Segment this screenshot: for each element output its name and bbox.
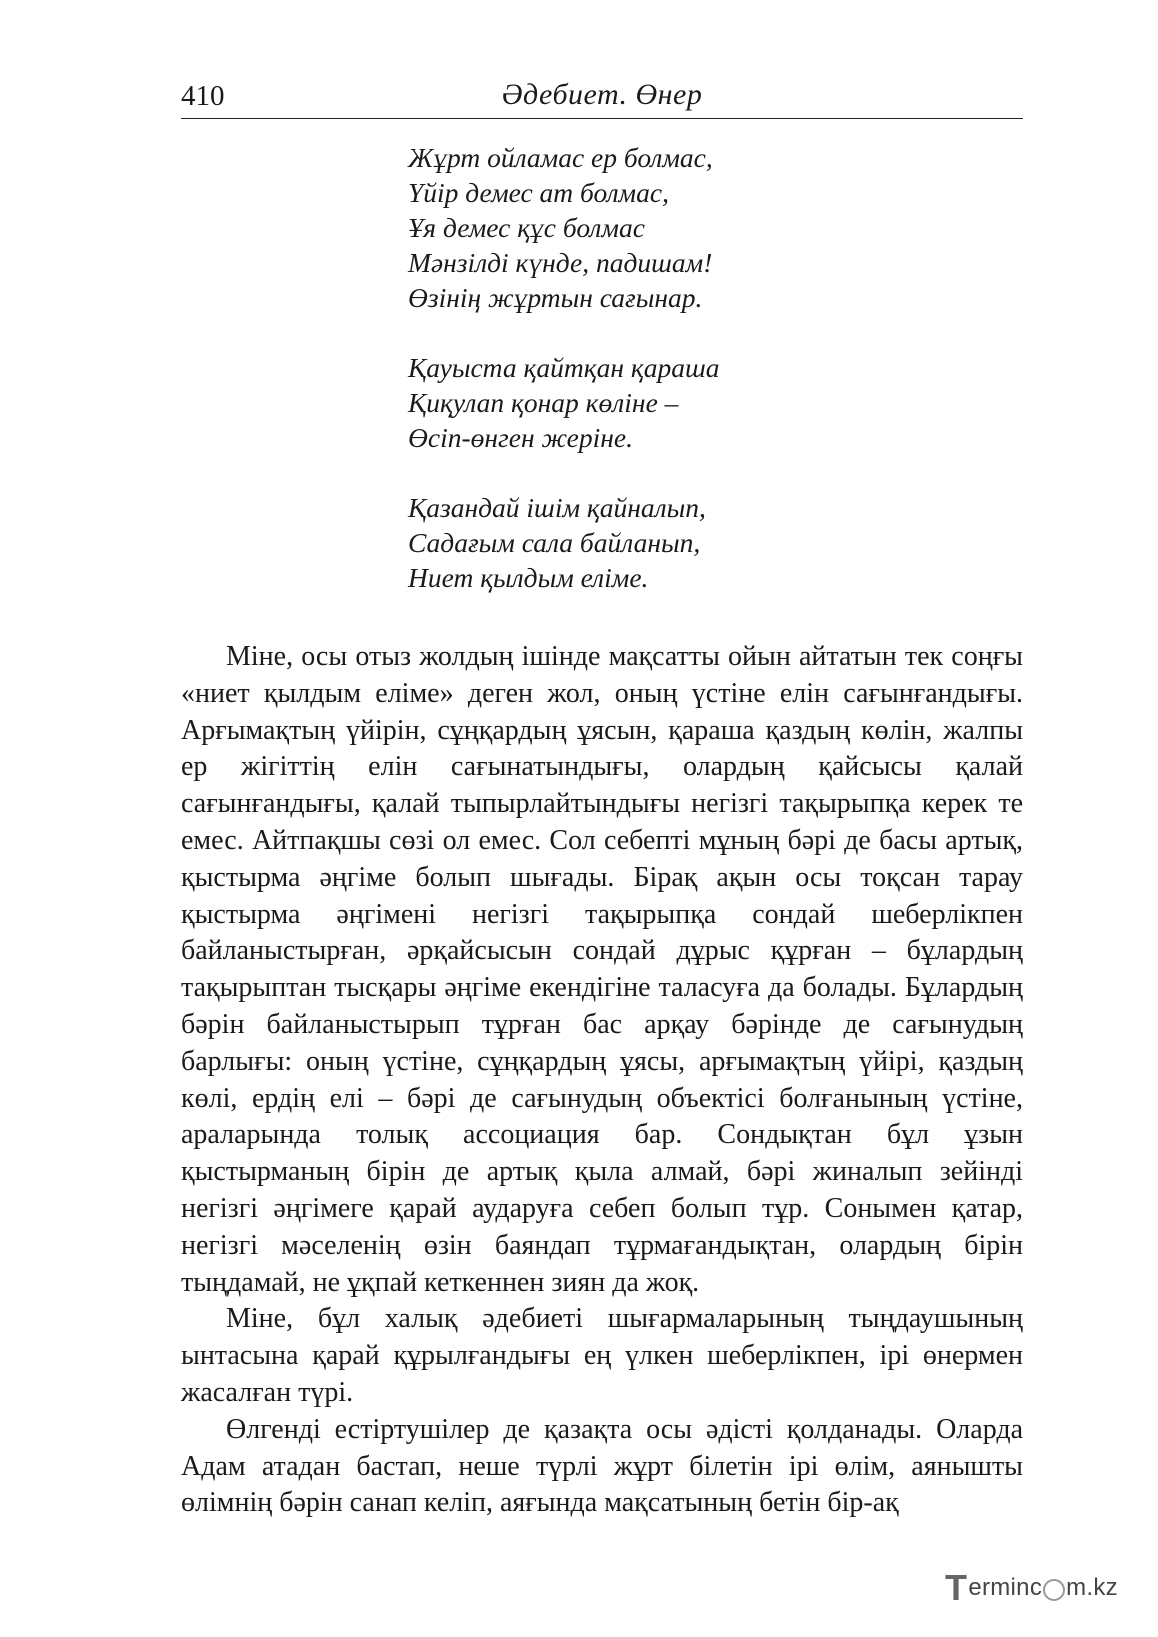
poem-stanza bbox=[408, 140, 719, 315]
paragraph: Өлгенді естіртушілер де қазақта осы әдісті қолданады. Оларда Адам атадан бастап, неше түрлі жұрт білетін ірі өлім, аянышты өлімнің бәрін санап келіп, аяғында мақсатының бетін бір-ақ bbox=[181, 1413, 1023, 1519]
poem-line: Садағым сала байланып, bbox=[408, 527, 701, 558]
poem-line: Қиқулап қонар көліне – bbox=[408, 387, 679, 418]
poem-stanza bbox=[408, 490, 719, 595]
page-header bbox=[181, 78, 1023, 119]
poem-line: Үйір демес ат болмас, bbox=[408, 177, 669, 208]
page-number: 410 bbox=[181, 80, 225, 112]
watermark-logo bbox=[945, 1567, 1118, 1609]
watermark-o-icon bbox=[1043, 1579, 1065, 1601]
poem-line: Өзінің жұртын сағынар. bbox=[408, 282, 703, 313]
poem-line: Ұя демес құс болмас bbox=[408, 212, 645, 243]
paragraph: Міне, бұл халық әдебиеті шығармаларының тыңдаушының ынтасына қарай құрылғандығы ең үлкен шеберлікпен, ірі өнермен жасалған түрі. bbox=[181, 1303, 1023, 1408]
poem-line: Жұрт ойламас ер болмас, bbox=[408, 142, 713, 173]
paragraph: Міне, осы отыз жолдың ішінде мақсатты ойын айтатын тек соңғы «ниет қылдым еліме» деген жол, оның үстіне елін сағынғандығы. Арғымақтың үйірін, сұңқардың ұясын, қараша қаздың көлін, жалпы ер жігіттің елін сағынатындығы, олардың қайсысы қалай сағынғандығы, қалай тыпырлайтындығы негізгі тақырыпқа керек те емес. Айтпақшы сөзі ол емес. Сол себепті мұның бәрі де басы артық, қыстырма әңгіме болып шығады. Бірақ ақын осы тоқсан тарау қыстырма әңгімені негізгі тақырыпқа сондай шеберлікпен байланыстырған, әрқайсысын сондай дұрыс құрған – бұлардың тақырыптан тысқары әңгіме екендігіне таласуға да болады. Бұлардың бәрін байланыстырып тұрған бас арқау бәрінде де сағынудың барлығы: оның үстіне, сұңқардың ұясы, арғымақтың үйірі, қаздың көлі, ердің елі – бәрі де сағынудың объектісі болғанының үстіне, араларында толық ассоциация бар. Сондықтан бұл ұзын қыстырманың бірін де артық қыла алмай, бәрі жиналып зейінді негізгі әңгімеге қарай аударуға себеп болып тұр. Сонымен қатар, негізгі мәселенің өзін баяндап тұрмағандықтан, олардың бірін тыңдамай, не ұқпай кеткеннен зиян да жоқ. bbox=[181, 641, 1023, 1298]
poem-line: Өсіп-өнген жеріне. bbox=[408, 422, 633, 453]
running-title: Әдебиет. Өнер bbox=[501, 78, 703, 111]
poem-line: Ниет қылдым еліме. bbox=[408, 562, 649, 593]
poem bbox=[408, 140, 719, 630]
poem-line: Мәнзілді күнде, падишам! bbox=[408, 247, 713, 278]
watermark-text-part1: erminc bbox=[968, 1574, 1043, 1601]
watermark-t-mark: T bbox=[945, 1567, 968, 1608]
body-text bbox=[181, 639, 1023, 1522]
poem-stanza bbox=[408, 350, 719, 455]
poem-line: Қауыста қайтқан қараша bbox=[408, 352, 720, 383]
poem-line: Қазандай ішім қайналып, bbox=[408, 492, 706, 523]
watermark-text-part2: m.kz bbox=[1066, 1574, 1118, 1601]
